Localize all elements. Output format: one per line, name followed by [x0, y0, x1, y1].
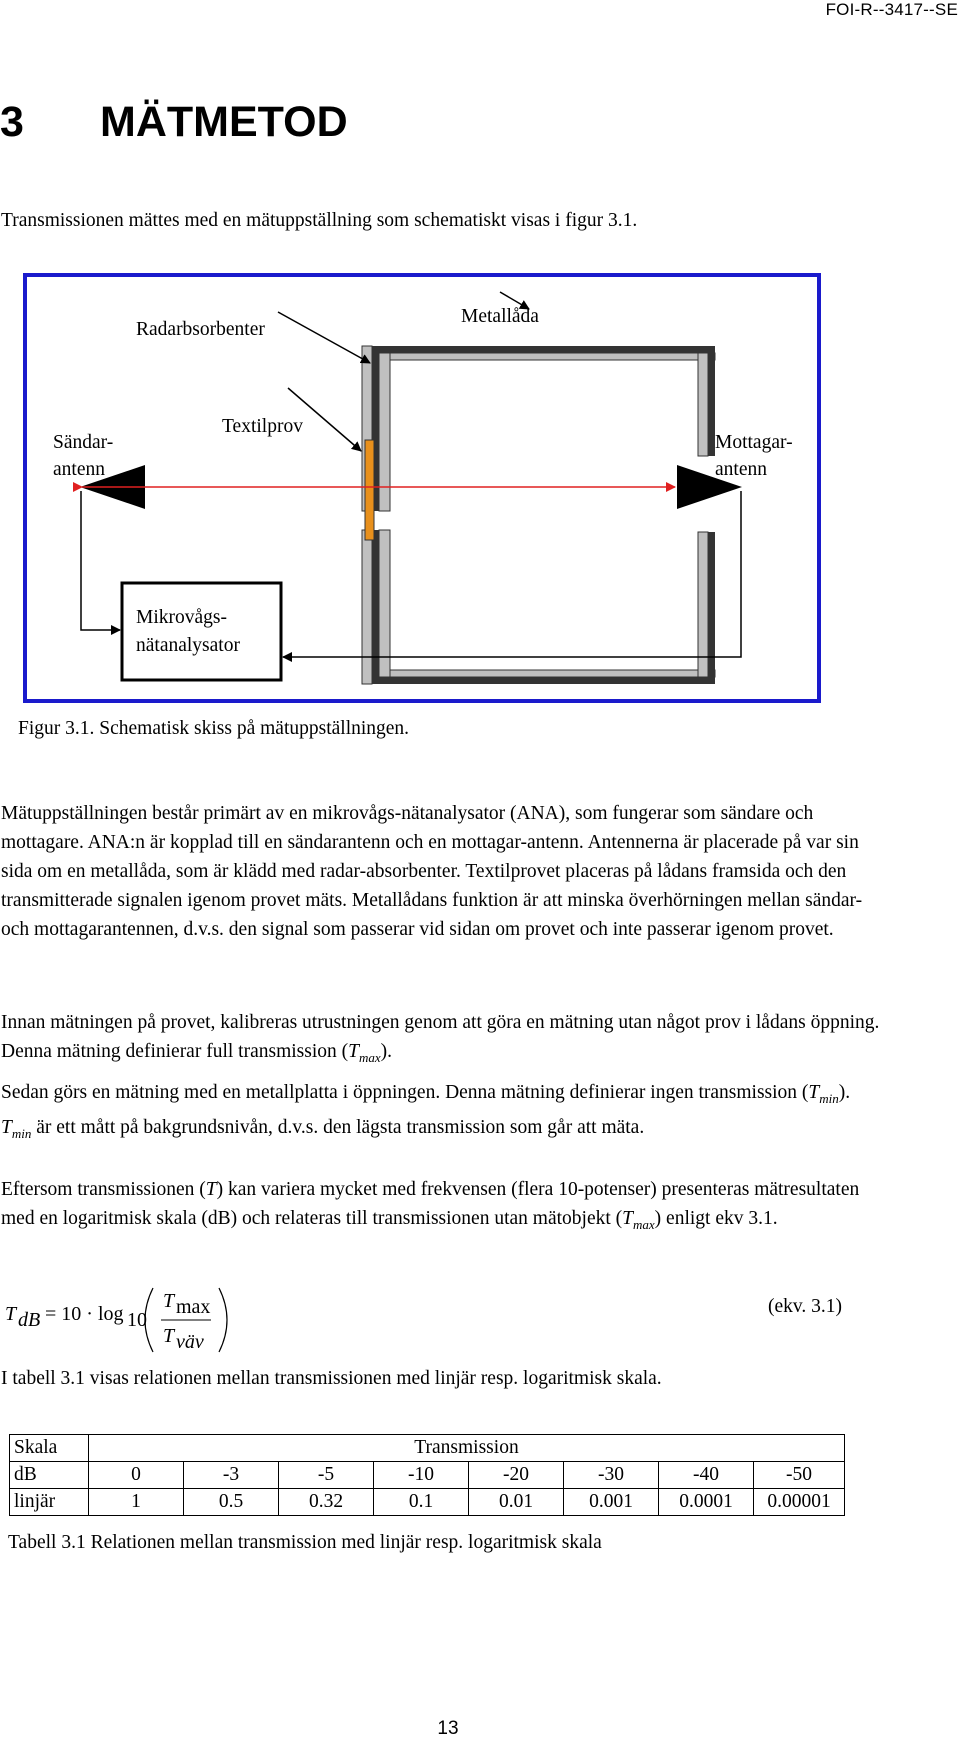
table-row-label: linjär: [10, 1489, 89, 1516]
eq-den-sub: väv: [176, 1331, 204, 1353]
page-number: 13: [437, 1718, 459, 1739]
label-ana-line2: nätanalysator: [136, 635, 240, 656]
figure-caption: Figur 3.1. Schematisk skiss på mätuppställningen.: [18, 718, 410, 739]
label-mottagar-line1: Mottagar-: [715, 432, 793, 453]
eq-den-t: T: [163, 1325, 175, 1347]
metal-box-right-wall-upper: [708, 346, 715, 456]
document-id: FOI-R--3417--SE: [825, 0, 958, 19]
table-cell: -5: [279, 1462, 374, 1489]
chapter-title: MÄTMETOD: [100, 98, 348, 146]
eq-log-base: 10: [127, 1309, 147, 1331]
label-sandar-line1: Sändar-: [53, 432, 114, 453]
table-cell: -40: [659, 1462, 754, 1489]
cable-receiver: [283, 491, 741, 657]
label-sandar-line2: antenn: [53, 459, 105, 480]
table-cell: 0.00001: [754, 1489, 845, 1516]
absorber-left-lower-outer: [362, 530, 372, 684]
table-cell: 0.01: [469, 1489, 564, 1516]
table-cell: -3: [184, 1462, 279, 1489]
diagram-svg: [22, 272, 822, 706]
metal-box-bottom-wall: [375, 677, 715, 684]
label-radarabsorbenter: Radarbsorbenter: [136, 319, 265, 340]
table-cell: -10: [374, 1462, 469, 1489]
table-header-row: [10, 1435, 845, 1462]
table-cell: 0.001: [564, 1489, 659, 1516]
absorber-right-upper: [698, 353, 708, 456]
absorber-bottom: [375, 670, 715, 677]
table-cell: 0.32: [279, 1489, 374, 1516]
table-cell: 1: [89, 1489, 184, 1516]
table-header-skala: Skala: [10, 1435, 89, 1462]
paragraph-setup: Mätuppställningen består primärt av en mikrovågs-nätanalysator (ANA), som fungerar som sändare och mottagare. ANA:n är kopplad till en sändarantenn och en mottagar-antenn. Antennerna är placerade på var sin sida om en metallåda, som är klädd med radar-absorbenter. Textilprovet placeras på lådans framsida och den transmitterade signalen igenom provet mäts. Metallådans funktion är att minska överhörningen mellan sändar- och mottagarantennen, d.v.s. den signal som passerar vid sidan om provet och inte passerar igenom provet.: [1, 803, 863, 940]
table-header-transmission: Transmission: [89, 1435, 845, 1462]
label-metallada: Metallåda: [461, 306, 539, 327]
intro-paragraph: Transmissionen mättes med en mätuppställning som schematiskt visas i figur 3.1.: [1, 210, 638, 231]
textile-sample: [365, 440, 374, 540]
pointer-radarabsorbenter: [278, 312, 370, 363]
cable-transmitter: [81, 491, 120, 630]
table-row-db: [10, 1462, 845, 1489]
label-ana-line1: Mikrovågs-: [136, 607, 227, 628]
label-mottagar-line2: antenn: [715, 459, 767, 480]
equation-reference: (ekv. 3.1): [767, 1296, 842, 1317]
table-cell: 0: [89, 1462, 184, 1489]
table-cell: 0.1: [374, 1489, 469, 1516]
metal-box-left-wall-lower: [372, 530, 379, 684]
metal-box-top-wall: [375, 346, 715, 353]
table-cell: 0.5: [184, 1489, 279, 1516]
metal-box-right-wall-lower: [708, 532, 715, 684]
network-analyzer-box: [122, 583, 281, 680]
table-cell: -30: [564, 1462, 659, 1489]
table-cell: -50: [754, 1462, 845, 1489]
chapter-number: 3: [0, 98, 24, 146]
eq-equals: = 10 · log: [45, 1303, 124, 1325]
paragraph-background: Sedan görs en mätning med en metallplatta i öppningen. Denna mätning definierar ingen transmission $(T_{min})$. $T_{min}$ är ett mått på bakgrundsnivån, d.v.s. den lägsta transmission som går att mäta.: [1, 1082, 851, 1141]
table-caption: Tabell 3.1 Relationen mellan transmission med linjär resp. logaritmisk skala: [8, 1532, 602, 1553]
eq-lhs-sub: dB: [18, 1309, 41, 1331]
paragraph-calibration: Innan mätningen på provet, kalibreras utrustningen genom att göra en mätning utan något prov i lådans öppning. Denna mätning definierar full transmission $(T_{max})$.: [1, 1012, 880, 1065]
chapter-heading: [0, 98, 348, 147]
table-row-linjar: [10, 1489, 845, 1516]
table-cell: 0.0001: [659, 1489, 754, 1516]
table-row-label: dB: [10, 1462, 89, 1489]
paragraph-log-scale: Eftersom transmissionen (T) kan variera mycket med frekvensen (flera 10-potenser) presenteras mätresultaten med en logaritmisk skala (dB) och relateras till transmissionen utan mätobjekt $(T_{max})$ enligt ekv 3.1.: [1, 1179, 860, 1232]
table-cell: -20: [469, 1462, 564, 1489]
eq-lhs-t: T: [5, 1303, 17, 1325]
transmission-table: [9, 1434, 845, 1516]
equation-3-1: [1, 1280, 881, 1376]
eq-num-sub: max: [176, 1296, 211, 1318]
label-textilprov: Textilprov: [222, 416, 303, 437]
absorber-right-lower: [698, 532, 708, 677]
eq-num-t: T: [163, 1290, 175, 1312]
eq-paren-right: [219, 1288, 227, 1352]
equation-svg: [1, 1280, 401, 1376]
absorber-left-lower: [379, 530, 390, 677]
measurement-setup-diagram: [22, 272, 822, 711]
absorber-top: [375, 353, 715, 360]
paragraph-table-intro: I tabell 3.1 visas relationen mellan transmissionen med linjär resp. logaritmisk skala.: [1, 1368, 662, 1389]
